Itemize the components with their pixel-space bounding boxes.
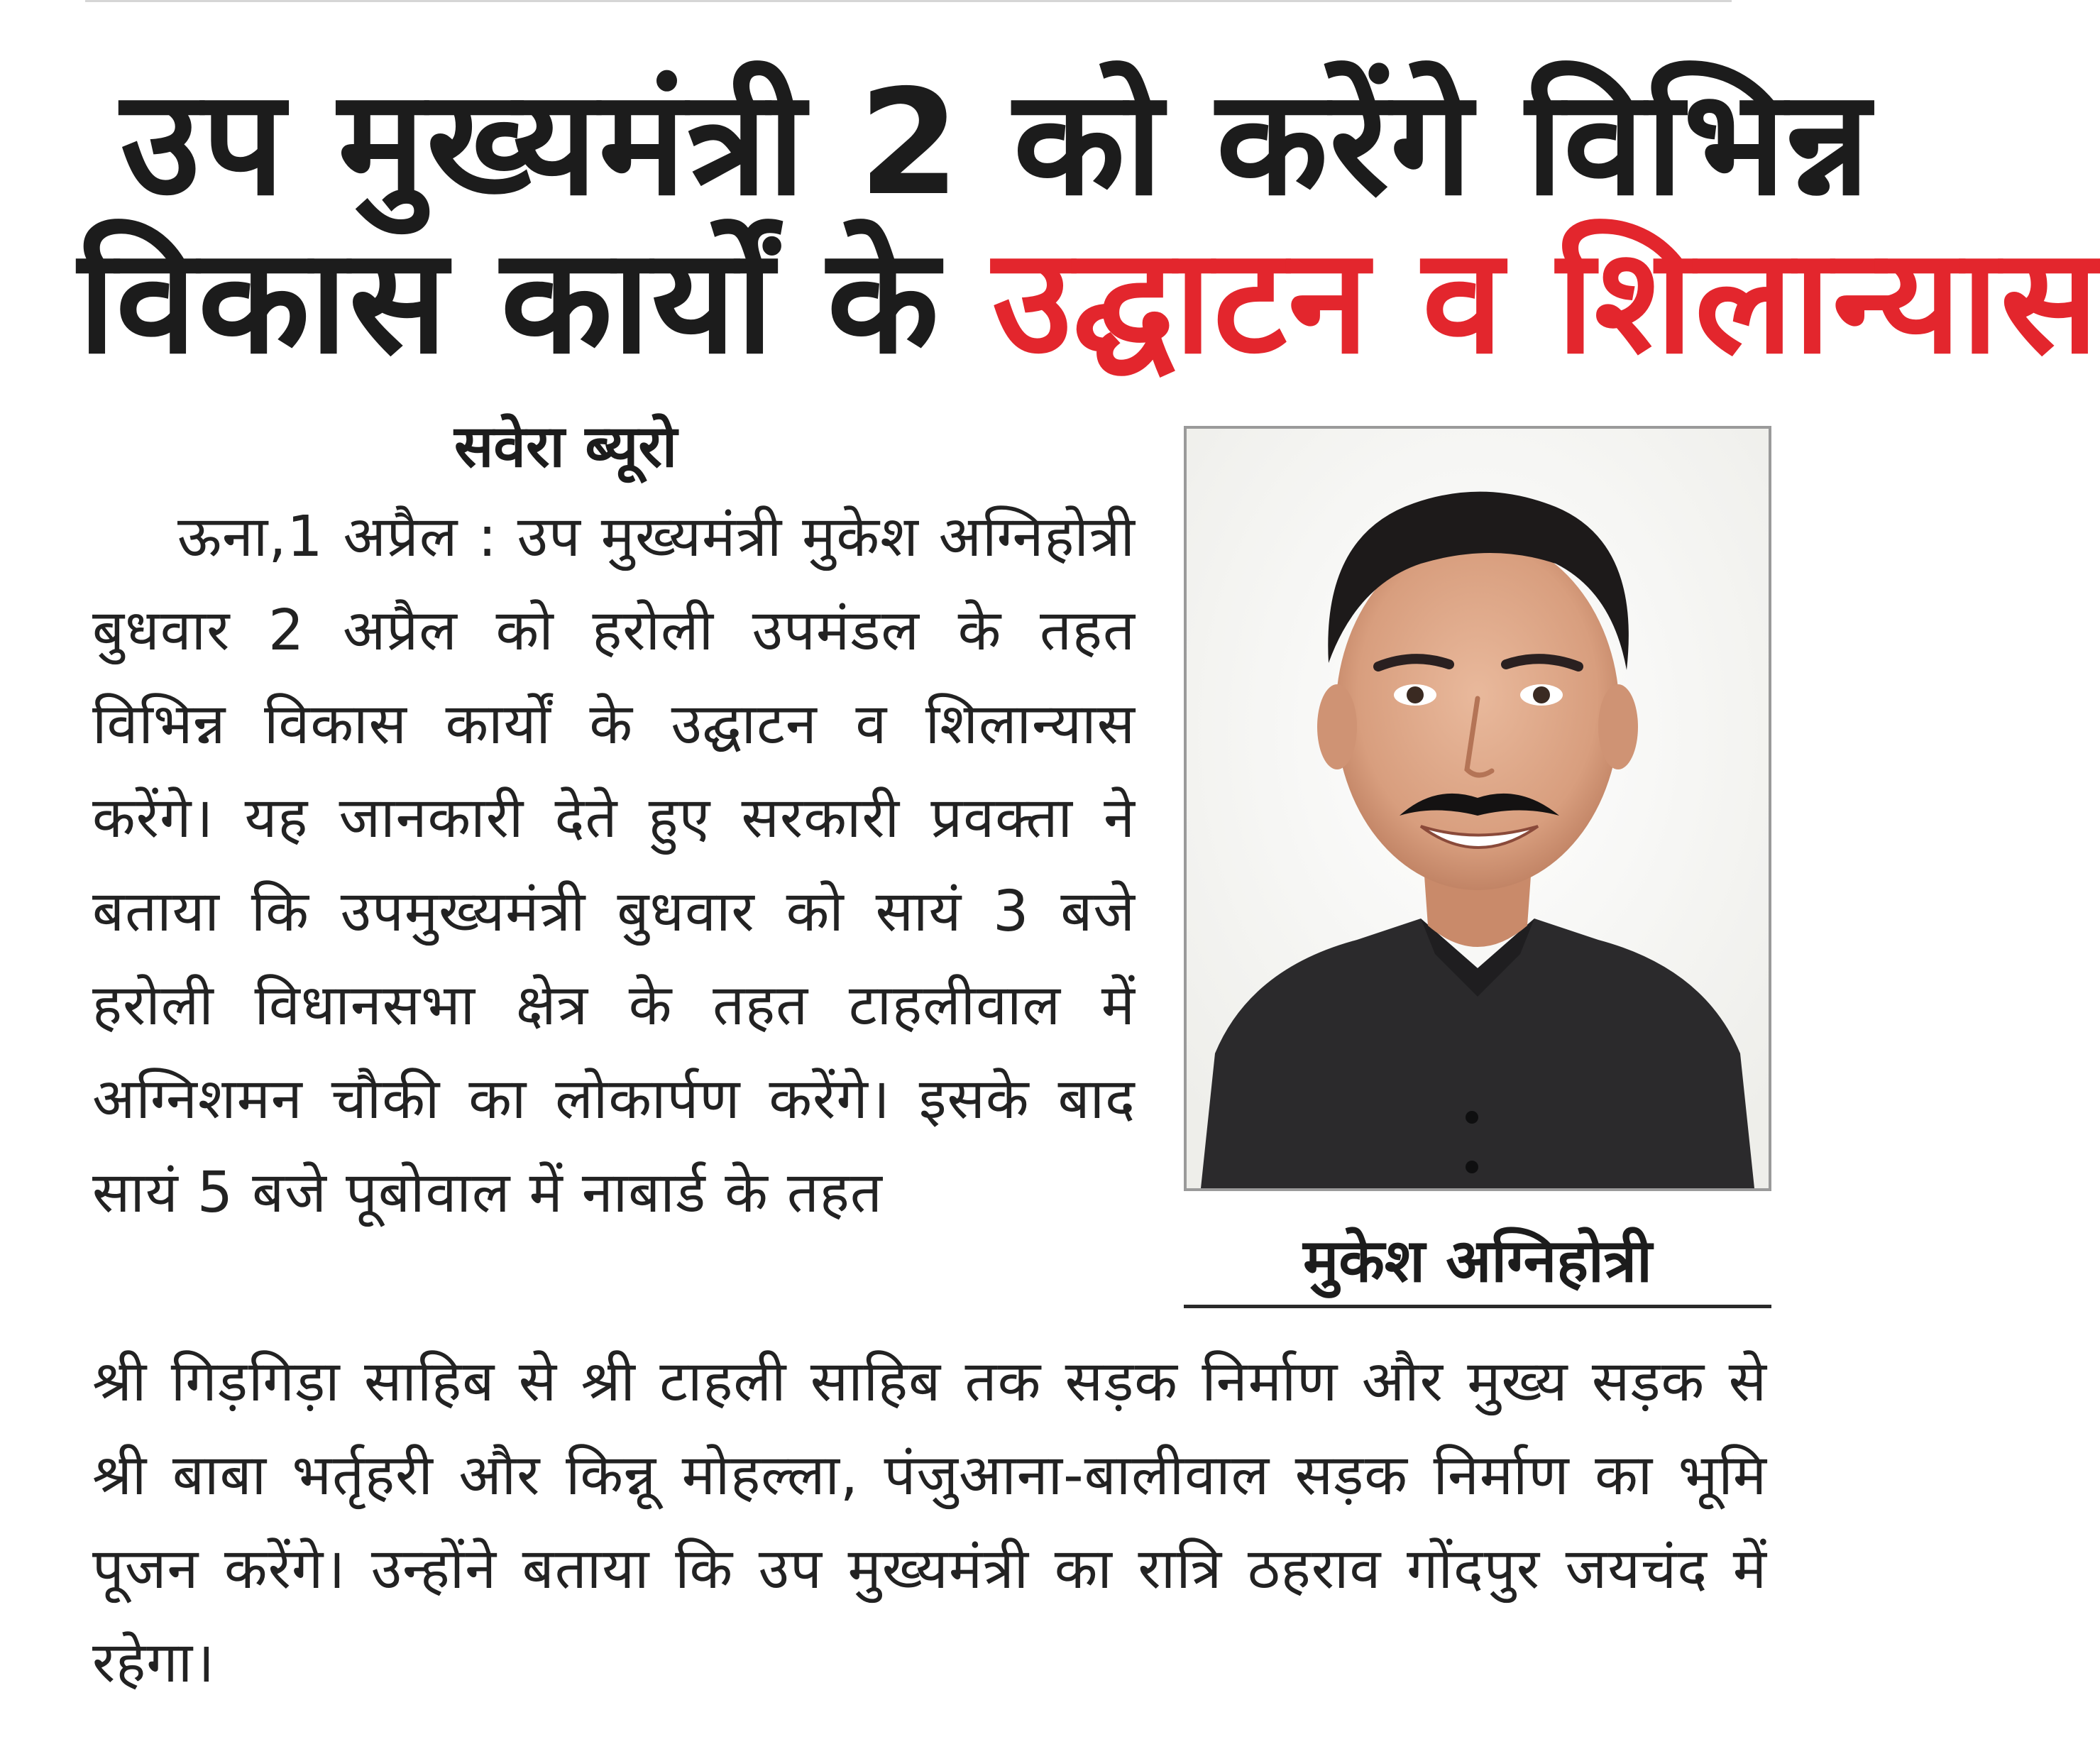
article-body-column xyxy=(92,490,1136,1239)
top-rule xyxy=(85,0,1732,8)
headline-highlight: उद्घाटन व शिलान्यास xyxy=(992,217,2100,387)
headline xyxy=(78,59,2100,387)
headline-line-1: उप मुख्यमंत्री 2 को करेंगे विभिन्न xyxy=(121,59,1871,228)
portrait-photo xyxy=(1184,426,1771,1191)
caption-rule xyxy=(1184,1305,1771,1308)
portrait-illustration xyxy=(1187,429,1769,1188)
photo-caption: मुकेश अग्निहोत्री xyxy=(1303,1226,1652,1295)
headline-line-2-black: विकास कार्यों के xyxy=(78,217,993,387)
article-body-full-width xyxy=(92,1334,1767,1709)
byline: सवेरा ब्यूरो xyxy=(454,413,678,481)
article-paragraph-2: श्री गिड़गिड़ा साहिब से श्री टाहली साहिब तक सड़क निर्माण और मुख्य सड़क से श्री बाबा भर्तृहरी और किन्नू मोहल्ला, पंजुआना-बालीवाल सड़क निर्माण का भूमि पूजन करेंगे। उन्होंने बताया कि उप मुख्यमंत्री का रात्रि ठहराव गोंदपुर जयचंद में रहेगा। xyxy=(92,1349,1767,1695)
article-paragraph-1: ऊना,1 अप्रैल : उप मुख्यमंत्री मुकेश अग्निहोत्री बुधवार 2 अप्रैल को हरोली उपमंडल के तहत विभिन्न विकास कार्यों के उद्घाटन व शिलान्यास करेंगे। यह जानकारी देते हुए सरकारी प्रवक्ता ने बताया कि उपमुख्यमंत्री बुधवार को सायं 3 बजे हरोली विधानसभा क्षेत्र के तहत टाहलीवाल में अग्निशमन चौकी का लोकार्पण करेंगे। इसके बाद सायं 5 बजे पूबोवाल में नाबार्ड के तहत xyxy=(92,504,1136,1225)
headline-line-2 xyxy=(78,217,2100,387)
